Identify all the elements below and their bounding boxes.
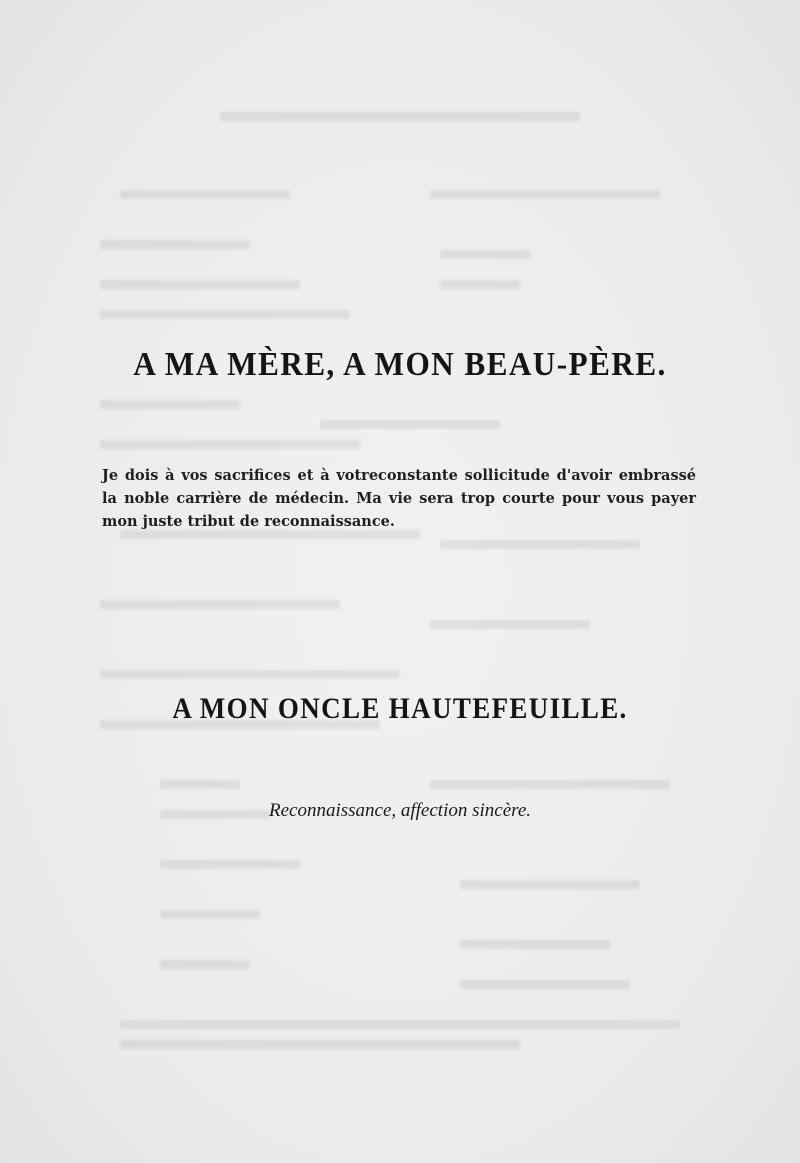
show-through-background — [100, 100, 700, 1060]
dedication-text-mother: Je dois à vos sacrifices et à votreconstante sollicitude d'avoir embrassé la noble carrière de médecin. Ma vie sera trop courte pour vous payer mon juste tribut de reconnaissance. — [102, 467, 696, 530]
dedication-heading-mother: A MA MÈRE, A MON BEAU-PÈRE. — [133, 346, 667, 383]
dedication-heading-uncle: A MON ONCLE HAUTEFEUILLE. — [172, 692, 628, 725]
dedication-text-uncle: Reconnaissance, affection sincère. — [268, 800, 532, 821]
